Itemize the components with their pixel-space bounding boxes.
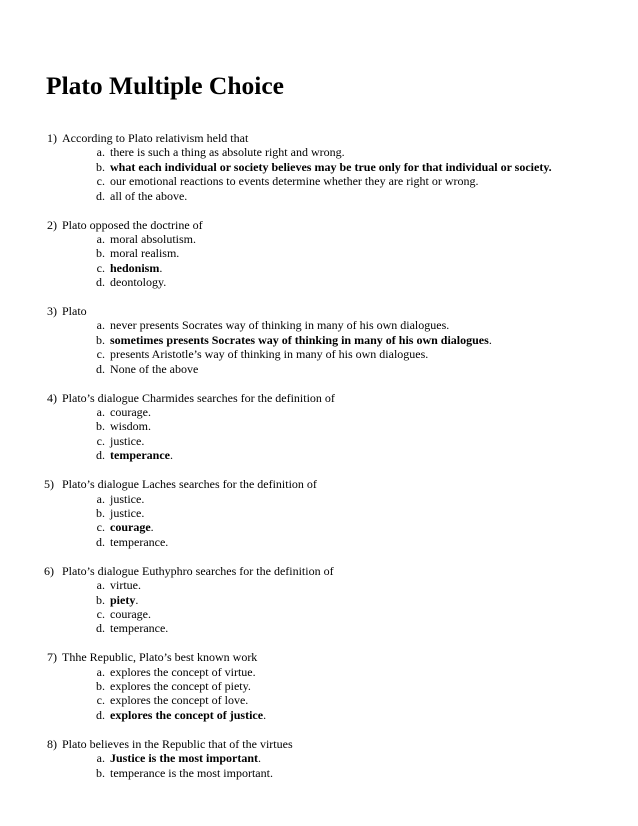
question-stem [0,131,638,145]
option-text-group [110,419,151,433]
option-text: None of the above [110,361,199,376]
option-text-group [110,506,144,520]
option-text-group [110,621,168,635]
option-text-group [110,766,273,780]
option-text: temperance is the most important. [110,765,273,780]
question-text: According to Plato relativism held that [62,131,249,145]
answer-option [0,419,638,433]
option-letter: a. [96,578,105,593]
correct-answer-text: what each individual or society believes may be true only for that individual or society. [110,159,552,174]
question-text: Plato opposed the doctrine of [62,217,203,232]
option-text-group [110,160,552,174]
question-stem [0,650,638,664]
option-letter: a. [96,145,105,160]
answer-option [0,766,638,780]
option-text-group [110,665,256,679]
option-text: explores the concept of piety. [110,679,251,694]
option-letter: b. [96,765,105,780]
option-text-group [110,708,266,722]
question-7 [0,650,638,722]
option-text-group [110,232,196,246]
option-letter: d. [96,534,105,549]
option-letter: d. [96,275,105,290]
option-suffix: . [169,448,173,463]
answer-option [0,275,638,289]
option-text: all of the above. [110,188,188,203]
question-8 [0,737,638,780]
option-text-group [110,751,261,765]
question-text: Plato’s dialogue Charmides searches for the definition of [62,390,335,405]
question-5 [0,477,638,549]
option-letter: b. [96,592,105,607]
option-letter: b. [96,246,105,261]
question-number: 8) [47,736,57,751]
question-3 [0,304,638,376]
option-suffix: . [159,260,163,275]
option-letter: a. [96,318,105,333]
correct-answer-text: sometimes presents Socrates way of thinking in many of his own dialogues [110,332,489,347]
option-text: there is such a thing as absolute right and wrong. [110,145,345,160]
question-list [0,131,638,795]
answer-option [0,506,638,520]
option-letter: a. [96,491,105,506]
answer-option [0,347,638,361]
option-text: moral realism. [110,246,180,261]
question-number: 1) [47,131,57,145]
option-suffix: . [150,520,154,535]
question-stem [0,564,638,578]
option-text: justice. [110,505,145,520]
question-number: 4) [47,390,57,405]
option-text: presents Aristotle’s way of thinking in many of his own dialogues. [110,347,429,362]
option-text: explores the concept of love. [110,693,249,708]
option-letter: a. [96,664,105,679]
option-text-group [110,318,449,332]
correct-answer-text: temperance [110,448,170,463]
option-text-group [110,693,248,707]
question-number: 6) [44,563,54,578]
answer-option [0,232,638,246]
question-number: 5) [44,477,54,492]
question-stem [0,391,638,405]
option-text-group [110,679,251,693]
answer-option [0,145,638,159]
option-letter: d. [96,361,105,376]
question-stem [0,304,638,318]
answer-option [0,405,638,419]
option-letter: c. [96,174,105,189]
option-text: virtue. [110,578,141,593]
option-text: temperance. [110,621,169,636]
answer-option [0,578,638,592]
question-number: 7) [47,650,57,665]
option-text-group [110,333,492,347]
option-text-group [110,347,428,361]
correct-answer-text: explores the concept of justice [110,707,264,722]
option-text-group [110,535,168,549]
question-text: Plato’s dialogue Laches searches for the definition of [62,477,317,492]
option-text-group [110,607,151,621]
option-letter: c. [96,260,105,275]
option-letter: b. [96,159,105,174]
option-letter: a. [96,231,105,246]
option-letter: d. [96,621,105,636]
page-title: Plato Multiple Choice [46,71,284,100]
answer-option [0,665,638,679]
question-number: 3) [47,304,57,319]
answer-option [0,246,638,260]
option-text-group [110,275,166,289]
option-letter: a. [96,405,105,420]
question-2 [0,218,638,290]
question-4 [0,391,638,463]
option-letter: c. [96,433,105,448]
correct-answer-text: courage [110,520,151,535]
option-letter: b. [96,332,105,347]
answer-option [0,174,638,188]
option-suffix: . [488,332,492,347]
question-stem [0,737,638,751]
correct-answer-text: Justice is the most important [110,751,258,766]
answer-option [0,434,638,448]
option-text: courage. [110,405,151,420]
option-suffix: . [257,751,261,766]
answer-option [0,593,638,607]
correct-answer-text: piety [110,592,136,607]
option-text-group [110,362,198,376]
option-letter: d. [96,707,105,722]
option-text: justice. [110,433,145,448]
question-6 [0,564,638,636]
question-1 [0,131,638,203]
question-text: Thhe Republic, Plato’s best known work [62,650,258,665]
option-text-group [110,578,141,592]
question-stem [0,477,638,491]
answer-option [0,492,638,506]
option-text: never presents Socrates way of thinking in many of his own dialogues. [110,318,450,333]
question-text: Plato believes in the Republic that of the virtues [62,736,293,751]
option-text-group [110,174,479,188]
option-text-group [110,593,138,607]
answer-option [0,189,638,203]
option-text-group [110,492,144,506]
option-letter: c. [96,693,105,708]
answer-option [0,708,638,722]
answer-option [0,751,638,765]
option-letter: b. [96,505,105,520]
answer-option [0,261,638,275]
answer-option [0,333,638,347]
option-letter: d. [96,188,105,203]
option-text-group [110,434,144,448]
option-text-group [110,145,345,159]
option-letter: a. [96,751,105,766]
option-letter: c. [96,347,105,362]
answer-option [0,679,638,693]
question-text: Plato’s dialogue Euthyphro searches for the definition of [62,563,334,578]
option-text: courage. [110,606,151,621]
option-letter: b. [96,419,105,434]
option-letter: d. [96,448,105,463]
answer-option [0,318,638,332]
option-letter: b. [96,679,105,694]
answer-option [0,693,638,707]
option-text-group [110,405,151,419]
option-text-group [110,261,162,275]
correct-answer-text: hedonism [110,260,160,275]
option-text: wisdom. [110,419,152,434]
option-text-group [110,189,187,203]
option-text: deontology. [110,275,167,290]
question-stem [0,218,638,232]
option-text-group [110,520,154,534]
option-text: justice. [110,491,145,506]
option-text-group [110,448,173,462]
question-number: 2) [47,217,57,232]
answer-option [0,362,638,376]
option-text-group [110,246,179,260]
option-text: our emotional reactions to events determine whether they are right or wrong. [110,174,479,189]
answer-option [0,448,638,462]
option-suffix: . [263,707,267,722]
answer-option [0,160,638,174]
option-text: temperance. [110,534,169,549]
answer-option [0,520,638,534]
question-text: Plato [62,304,87,319]
option-letter: c. [96,606,105,621]
option-letter: c. [96,520,105,535]
option-text: moral absolutism. [110,231,196,246]
answer-option [0,607,638,621]
answer-option [0,621,638,635]
option-text: explores the concept of virtue. [110,664,256,679]
answer-option [0,535,638,549]
option-suffix: . [135,592,139,607]
